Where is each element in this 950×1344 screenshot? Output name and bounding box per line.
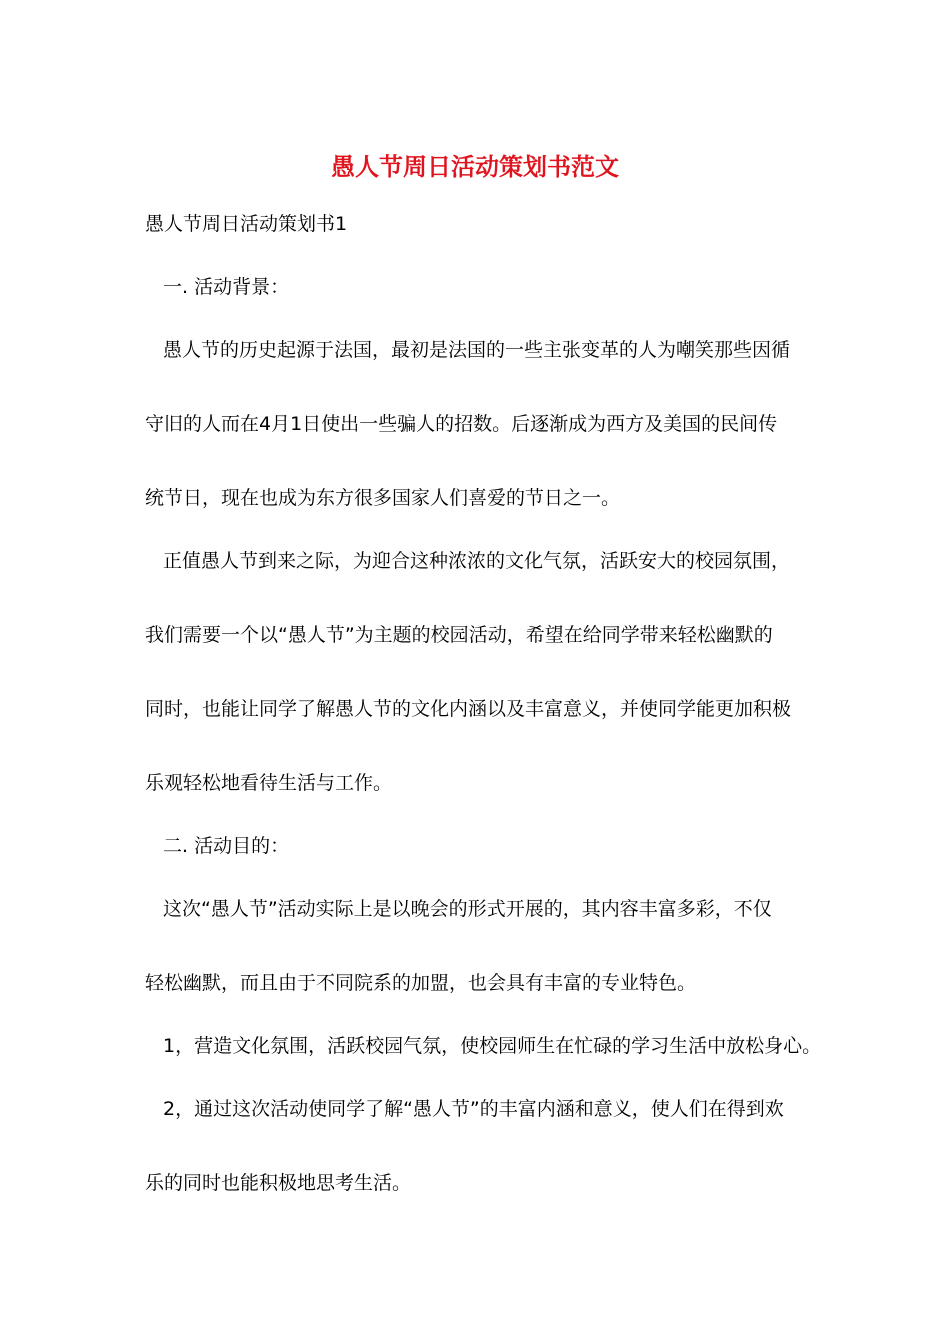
paragraph-line: 这次“愚人节”活动实际上是以晚会的形式开展的，其内容丰富多彩，不仅 [163, 898, 772, 920]
section-heading: 愚人节周日活动策划书1 [145, 213, 348, 235]
list-item-2: 2，通过这次活动使同学了解“愚人节”的丰富内涵和意义，使人们在得到欢 [163, 1098, 784, 1120]
subheading-purpose: 二. 活动目的： [163, 835, 290, 857]
paragraph-line: 轻松幽默，而且由于不同院系的加盟，也会具有丰富的专业特色。 [145, 972, 697, 994]
paragraph-line: 乐的同时也能积极地思考生活。 [145, 1172, 412, 1194]
subheading-background: 一. 活动背景： [163, 276, 290, 298]
paragraph-line: 正值愚人节到来之际，为迎合这种浓浓的文化气氛，活跃安大的校园氛围， [163, 550, 791, 572]
paragraph-line: 守旧的人而在4月1日使出一些骗人的招数。后逐渐成为西方及美国的民间传 [145, 413, 778, 435]
paragraph-line: 我们需要一个以“愚人节”为主题的校园活动，希望在给同学带来轻松幽默的 [145, 624, 773, 646]
paragraph-line: 愚人节的历史起源于法国，最初是法国的一些主张变革的人为嘲笑那些因循 [163, 339, 791, 361]
paragraph-line: 同时，也能让同学了解愚人节的文化内涵以及丰富意义，并使同学能更加积极 [145, 698, 792, 720]
document-title: 愚人节周日活动策划书范文 [331, 152, 619, 181]
paragraph-line: 统节日，现在也成为东方很多国家人们喜爱的节日之一。 [145, 487, 621, 509]
list-item-1: 1，营造文化氛围，活跃校园气氛，使校园师生在忙碌的学习生活中放松身心。 [163, 1035, 822, 1057]
paragraph-line: 乐观轻松地看待生活与工作。 [145, 772, 393, 794]
